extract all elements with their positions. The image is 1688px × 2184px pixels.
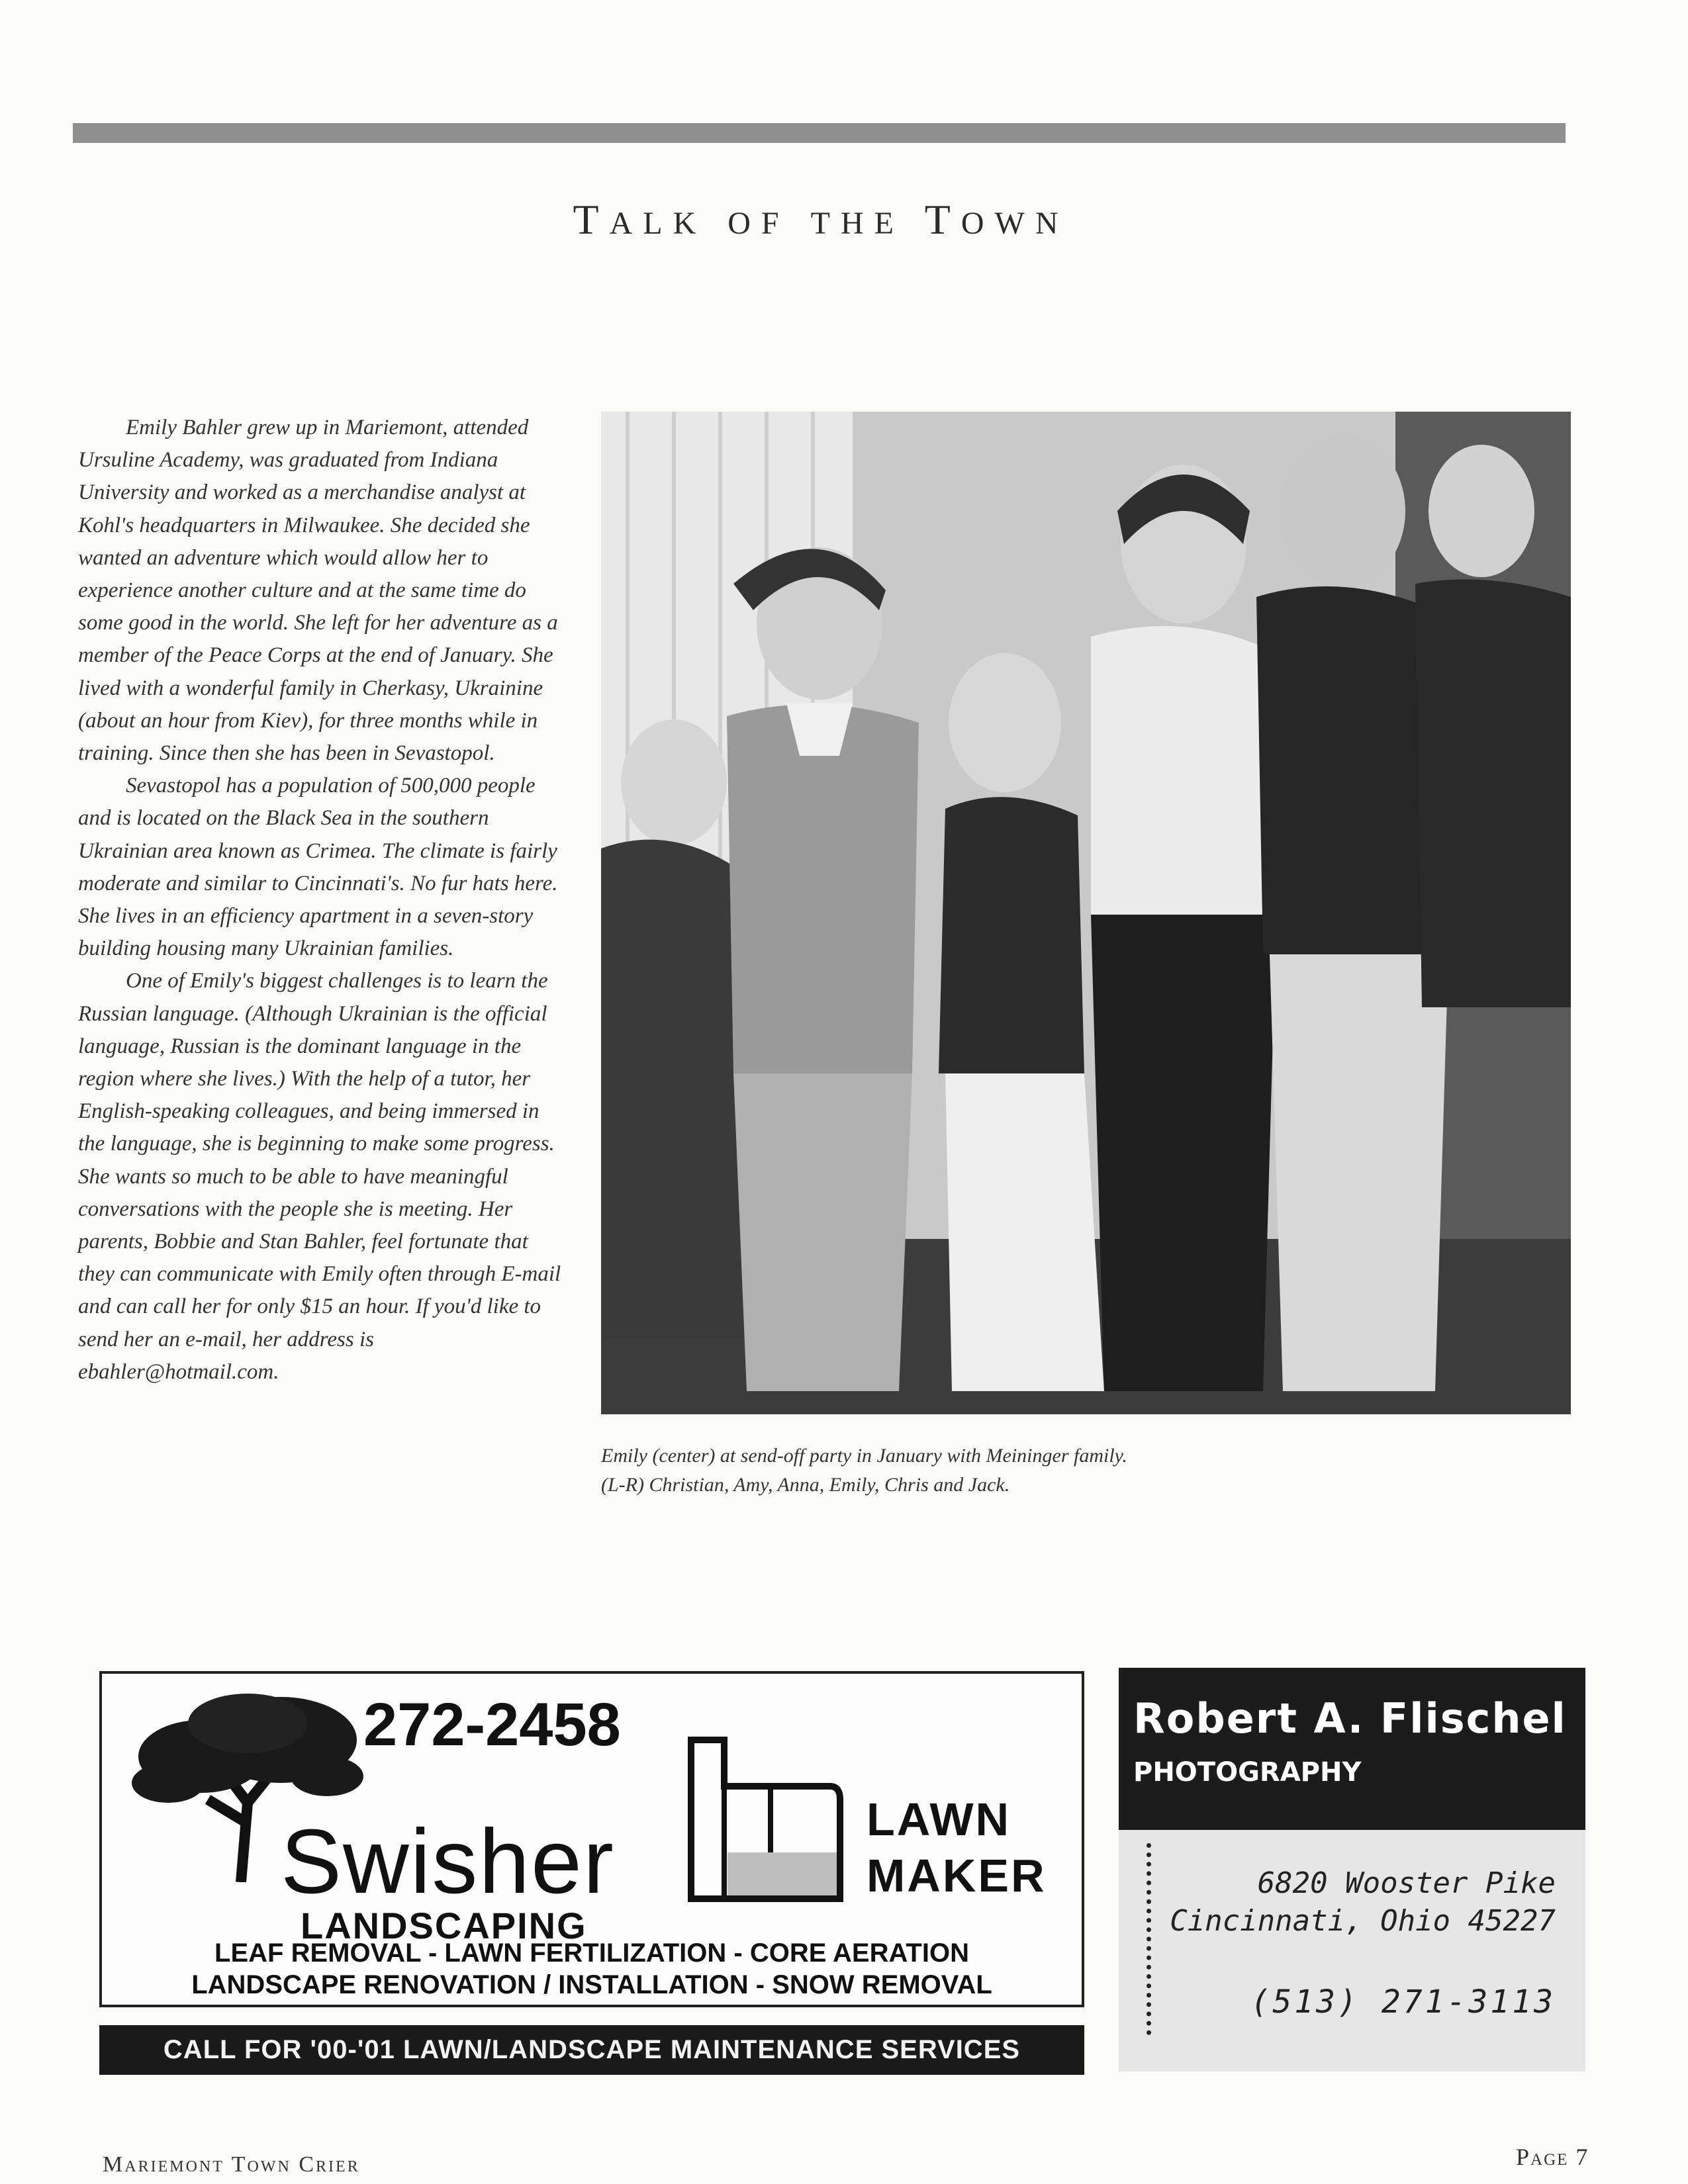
footer-page-number: Page 7 [1516, 2144, 1589, 2170]
ad-call-to-action-bar: CALL FOR '00-'01 LAWN/LANDSCAPE MAINTENANCE SERVICES [99, 2025, 1084, 2075]
ad-brand-name: Swisher [281, 1811, 615, 1913]
photographer-name: Robert A. Flischel [1133, 1694, 1567, 1743]
address-line: 6820 Wooster Pike [1257, 1866, 1556, 1900]
footer-publication: Mariemont Town Crier [103, 2152, 360, 2177]
section-title: TALK OF THE TOWN [573, 196, 1069, 243]
lawn-maker-logo-icon [684, 1733, 843, 1905]
article-paragraph: One of Emily's biggest challenges is to learn the Russian language. (Although Ukrainian is the official language, Russian is the dominant language in the region where she lives.) With the help of a tutor, her English-speaking colleagues, and being immersed in the language, she is beginning to make some progress. She wants so much to be able to have meaningful conversations with the people she is meeting. Her parents, Bobbie and Stan Bahler, feel fortunate that they can communicate with Emily often through E-mail and can call her for only $15 an hour. If you'd like to send her an e-mail, her address is ebahler@hotmail.com. [78, 969, 561, 1384]
swisher-landscaping-ad [99, 1671, 1084, 2007]
header-rule [73, 123, 1566, 143]
ad-brand-subtitle: LANDSCAPING [301, 1905, 587, 1946]
photo-caption [601, 1441, 1594, 1500]
article-paragraph: Emily Bahler grew up in Mariemont, attended Ursuline Academy, was graduated from Indiana University and worked as a merchandise analyst at Kohl's headquarters in Milwaukee. She decided she wanted an adventure which would allow her to experience another culture and at the same time do some good in the world. She left for her adventure as a member of the Peace Corps at the end of January. She lived with a wonderful family in Cherkasy, Ukrainine (about an hour from Kiev), for three months while in training. Since then she has been in Sevastopol. [78, 416, 558, 766]
ad-services-line: LEAF REMOVAL - LAWN FERTILIZATION - CORE AERATION [214, 1938, 969, 1968]
family-photo [601, 412, 1571, 1414]
article-paragraph: Sevastopol has a population of 500,000 people and is located on the Black Sea in the southern Ukrainian area known as Crimea. The climate is fairly moderate and similar to Cincinnati's. No fur hats here. She lives in an efficiency apartment in a seven-story building housing many Ukrainian families. [78, 774, 558, 961]
lawn-maker-label: LAWN [867, 1794, 1011, 1845]
phone-number: (513) 271-3113 [1250, 1983, 1556, 2021]
article-body [78, 412, 568, 1388]
photography-label: PHOTOGRAPHY [1133, 1757, 1362, 1788]
caption-line: Emily (center) at send-off party in January with Meininger family. [601, 1445, 1127, 1467]
caption-line: (L-R) Christian, Amy, Anna, Emily, Chris and Jack. [601, 1474, 1010, 1496]
ad-services-line: LANDSCAPE RENOVATION / INSTALLATION - SNOW REMOVAL [191, 1970, 992, 1999]
photography-ad-header [1119, 1668, 1585, 1830]
ad-phone-number: 272-2458 [363, 1691, 621, 1758]
address-line: Cincinnati, Ohio 45227 [1170, 1904, 1556, 1938]
lawn-maker-label: MAKER [867, 1850, 1047, 1901]
photography-ad-contact [1119, 1830, 1585, 2071]
